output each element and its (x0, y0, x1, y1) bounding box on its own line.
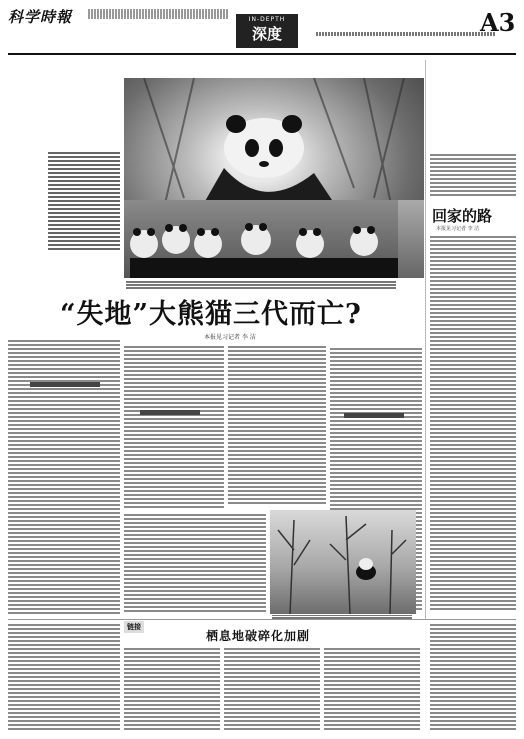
main-headline: “失地”大熊猫三代而亡? (60, 299, 362, 330)
side-story-headline: 回家的路 (432, 207, 493, 225)
panda-group-photo (124, 200, 400, 278)
masthead-tagline (88, 9, 228, 19)
lower-story-headline: 栖息地破碎化加剧 (206, 629, 311, 643)
main-byline: 本报见习记者 李 洁 (204, 334, 256, 341)
masthead-editor-info (316, 32, 496, 36)
main-text-col-3 (228, 346, 326, 506)
side-intro-block (430, 152, 516, 198)
masthead-rule (8, 53, 516, 55)
forest-illustration (270, 510, 416, 614)
page-number: A3 (480, 8, 516, 37)
lower-text-col-right (430, 622, 516, 732)
forest-photo (270, 510, 416, 614)
lower-text-col-left (8, 622, 120, 732)
lower-text-col-2 (224, 646, 320, 732)
lower-text-col-3 (324, 646, 420, 732)
subheading-marker-3 (344, 413, 404, 418)
section-label-en: IN-DEPTH (248, 16, 286, 23)
lower-story-rule (8, 619, 516, 620)
main-text-col-2 (124, 346, 224, 510)
link-tag: 链接 (124, 621, 144, 633)
newspaper-logo: 科学時報 (8, 8, 73, 26)
side-story-byline: 本报见习记者 李 洁 (436, 226, 480, 232)
section-label (236, 14, 298, 48)
section-label-cn: 深度 (251, 25, 282, 43)
photo-caption (126, 281, 396, 290)
column-divider (425, 60, 426, 620)
subheading-marker-2 (140, 410, 200, 415)
side-story-text (430, 236, 516, 612)
subheading-marker-1 (30, 382, 100, 387)
panda-group-illustration (124, 200, 400, 278)
lower-text-col-1 (124, 646, 220, 732)
panda-side-photo (398, 200, 424, 278)
masthead (0, 0, 524, 56)
intro-text-block (48, 150, 120, 252)
main-text-col-2-lower (124, 514, 266, 614)
